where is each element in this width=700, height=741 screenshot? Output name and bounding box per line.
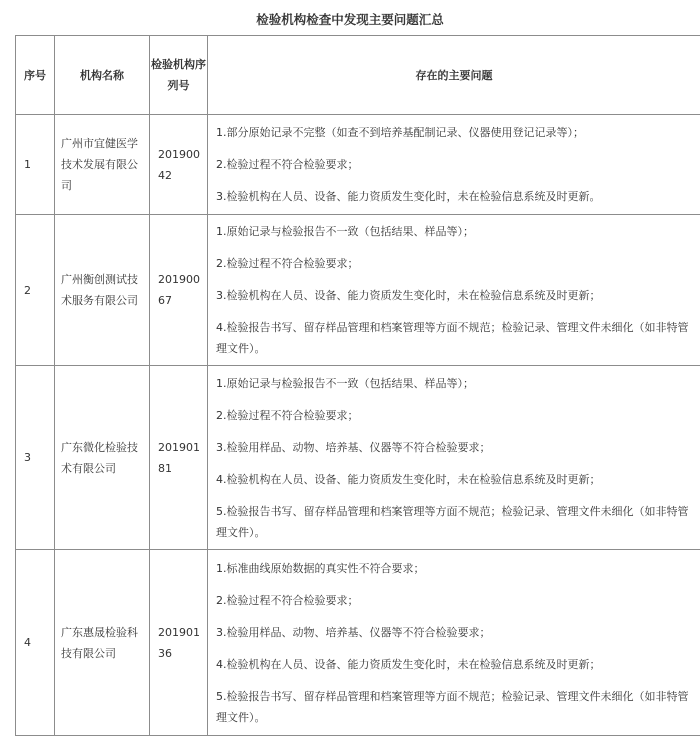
row-org-name: 广东微化检验技术有限公司 [55,366,150,550]
header-code: 检验机构序列号 [150,36,208,115]
issue-item: 2.检验过程不符合检验要求； [216,593,359,607]
header-index: 序号 [16,36,55,115]
row-org-name: 广东惠晟检验科技有限公司 [55,550,150,736]
issue-item: 4.检验机构在人员、设备、能力资质发生变化时，未在检验信息系统及时更新； [216,657,601,671]
table-row [16,550,700,736]
issue-item: 4.检验报告书写、留存样品管理和档案管理等方面不规范；检验记录、管理文件未细化（如非特管理文件）。 [216,321,689,355]
issue-item: 1.原始记录与检验报告不一致（包括结果、样品等）； [216,376,474,390]
row-serial-code: 20190181 [150,366,208,550]
row-org-name: 广州市宜健医学技术发展有限公司 [55,115,150,215]
issue-item: 3.检验机构在人员、设备、能力资质发生变化时，未在检验信息系统及时更新。 [216,190,601,203]
table-row [16,115,700,215]
issue-item: 1.原始记录与检验报告不一致（包括结果、样品等）； [216,225,474,238]
issue-item: 2.检验过程不符合检验要求； [216,158,359,171]
row-serial-code: 20190067 [150,215,208,366]
issue-item: 3.检验用样品、动物、培养基、仪器等不符合检验要求； [216,440,491,454]
issue-item: 2.检验过程不符合检验要求； [216,257,359,270]
row-issues [208,550,700,736]
table-row [16,215,700,366]
header-issues: 存在的主要问题 [208,36,700,115]
row-serial-code: 20190136 [150,550,208,736]
table-row [16,366,700,550]
issues-table [15,35,700,736]
header-org: 机构名称 [55,36,150,115]
issue-item: 2.检验过程不符合检验要求； [216,408,359,422]
issue-item: 1.部分原始记录不完整（如查不到培养基配制记录、仪器使用登记记录等）； [216,126,584,139]
issue-item: 3.检验机构在人员、设备、能力资质发生变化时，未在检验信息系统及时更新； [216,289,601,302]
row-issues [208,215,700,366]
row-index: 3 [16,366,55,550]
issue-item: 1.标准曲线原始数据的真实性不符合要求； [216,561,425,575]
row-serial-code: 20190042 [150,115,208,215]
issue-item: 4.检验机构在人员、设备、能力资质发生变化时，未在检验信息系统及时更新； [216,472,601,486]
issue-item: 5.检验报告书写、留存样品管理和档案管理等方面不规范；检验记录、管理文件未细化（如非特管理文件）。 [216,689,689,724]
document-title: 检验机构检查中发现主要问题汇总 [256,12,444,27]
table-header-row [16,36,700,115]
row-index: 4 [16,550,55,736]
issue-item: 5.检验报告书写、留存样品管理和档案管理等方面不规范；检验记录、管理文件未细化（如非特管理文件）。 [216,504,689,539]
issue-item: 3.检验用样品、动物、培养基、仪器等不符合检验要求； [216,625,491,639]
row-issues [208,366,700,550]
row-index: 2 [16,215,55,366]
row-org-name: 广州衡创测试技术服务有限公司 [55,215,150,366]
row-index: 1 [16,115,55,215]
row-issues [208,115,700,215]
